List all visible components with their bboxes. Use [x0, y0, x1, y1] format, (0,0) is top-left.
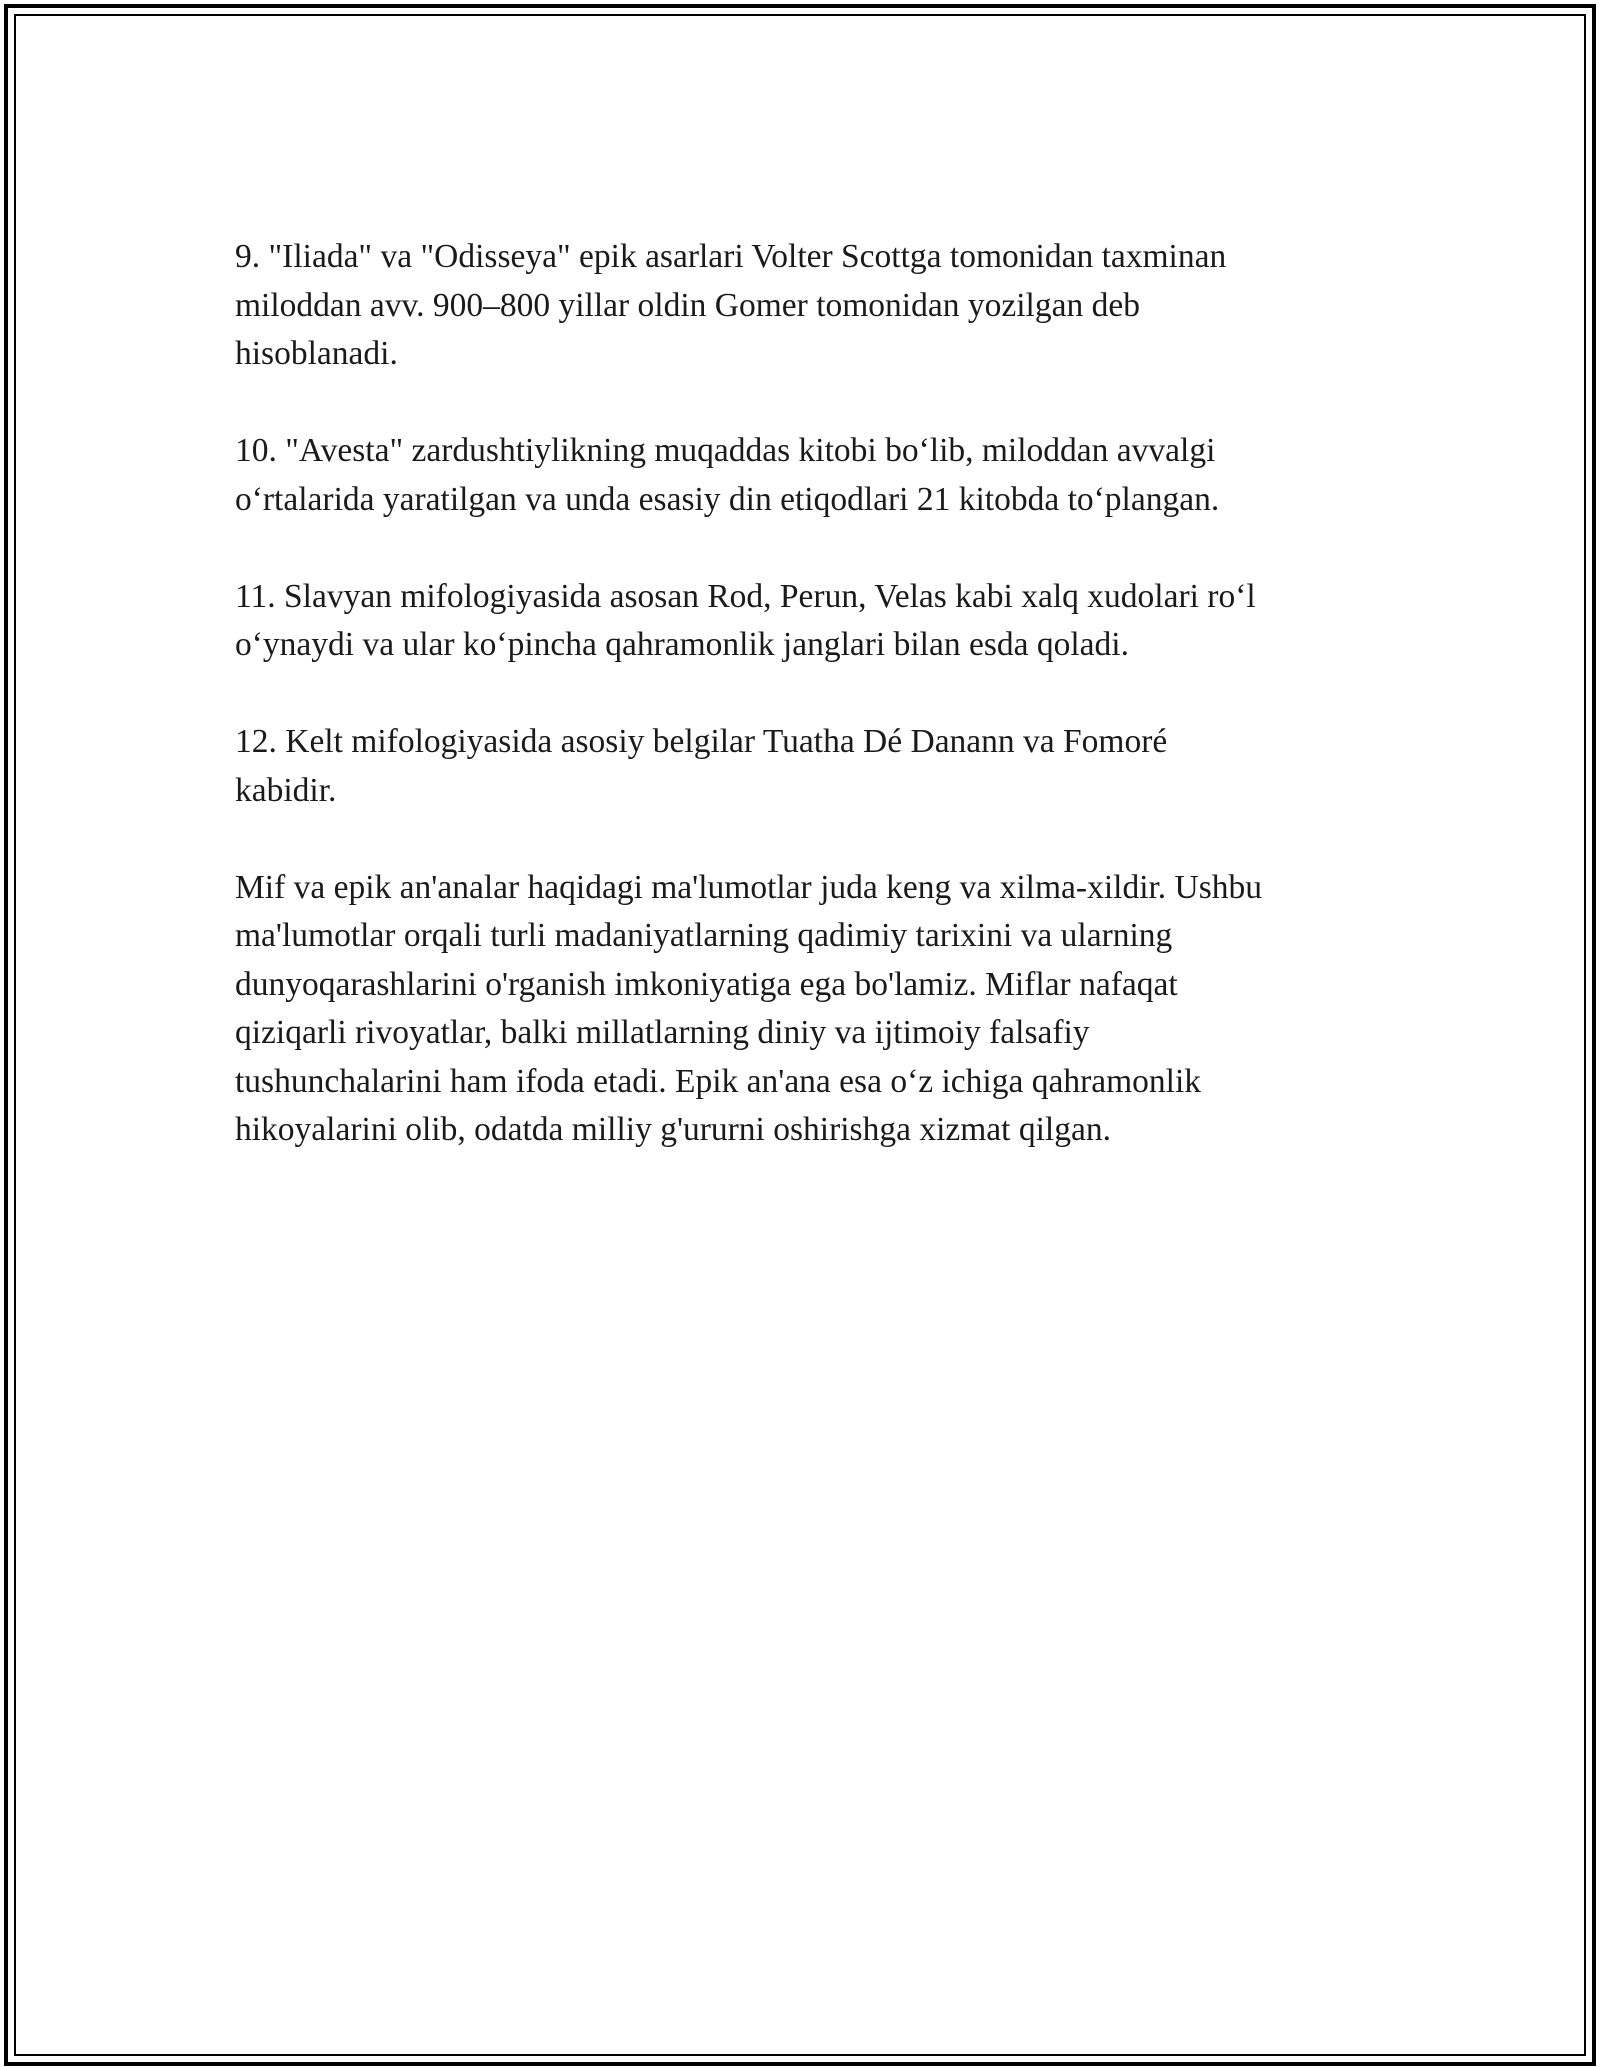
text-line: dunyoqarashlarini o'rganish imkoniyatiga ega bo'lamiz. Miflar nafaqat — [235, 965, 1178, 1003]
text-line: 11. Slavyan mifologiyasida asosan Rod, Perun, Velas kabi xalq xudolari roʻl — [235, 577, 1256, 615]
document-body — [235, 233, 1370, 1155]
text-line: 10. "Avesta" zardushtiylikning muqaddas kitobi boʻlib, miloddan avvalgi — [235, 432, 1216, 469]
paragraph-item-10 — [235, 427, 1370, 524]
paragraph-item-9 — [235, 233, 1370, 379]
text-line: ma'lumotlar orqali turli madaniyatlarning qadimiy tarixini va ularning — [235, 917, 1173, 954]
text-line: tushunchalarini ham ifoda etadi. Epik an'ana esa oʻz ichiga qahramonlik — [235, 1062, 1202, 1100]
text-line: qiziqarli rivoyatlar, balki millatlarning diniy va ijtimoiy falsafiy — [235, 1014, 1090, 1051]
paragraph-item-12 — [235, 718, 1370, 815]
text-line: oʻynaydi va ular koʻpincha qahramonlik janglari bilan esda qoladi. — [235, 626, 1129, 663]
text-line: 9. "Iliada" va "Odisseya" epik asarlari Volter Scottga tomonidan taxminan — [235, 238, 1227, 275]
paragraph-item-11 — [235, 573, 1370, 670]
text-line: hisoblanadi. — [235, 335, 398, 372]
text-line: kabidir. — [235, 771, 337, 809]
text-line: Mif va epik an'analar haqidagi ma'lumotlar juda keng va xilma-xildir. Ushbu — [235, 868, 1263, 906]
paragraph-conclusion — [235, 864, 1370, 1155]
text-line: oʻrtalarida yaratilgan va unda esasiy din etiqodlari 21 kitobda toʻplangan. — [235, 480, 1220, 518]
text-line: hikoyalarini olib, odatda milliy g'ururni oshirishga xizmat qilgan. — [235, 1111, 1111, 1148]
text-line: miloddan avv. 900–800 yillar oldin Gomer tomonidan yozilgan deb — [235, 286, 1140, 324]
text-line: 12. Kelt mifologiyasida asosiy belgilar Tuatha Dé Danann va Fomoré — [235, 723, 1168, 760]
